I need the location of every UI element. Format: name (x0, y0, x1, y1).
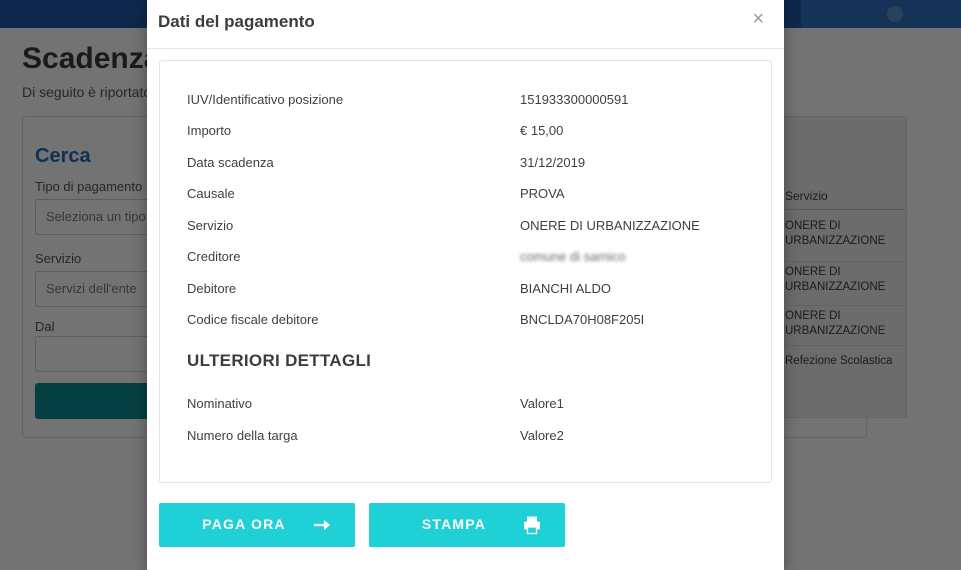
detail-row-debitore (187, 281, 747, 298)
payment-details-modal (147, 0, 784, 570)
section-heading-ulteriori-dettagli: ULTERIORI DETTAGLI (187, 351, 372, 370)
detail-label: Creditore (187, 249, 241, 264)
detail-label: Debitore (187, 281, 237, 296)
detail-label: Data scadenza (187, 155, 274, 170)
detail-label: Causale (187, 186, 235, 201)
modal-header (147, 0, 784, 49)
detail-label: Importo (187, 123, 232, 138)
modal-body (159, 60, 772, 483)
detail-row-causale (187, 186, 747, 203)
detail-value: Valore2 (520, 428, 564, 443)
detail-value: ONERE DI URBANIZZAZIONE (520, 218, 700, 233)
modal-title: Dati del pagamento (158, 12, 315, 31)
paga-ora-button[interactable] (159, 503, 355, 547)
detail-label: Servizio (187, 218, 234, 233)
detail-label: Nominativo (187, 396, 253, 411)
arrow-right-icon (311, 514, 333, 536)
detail-row-nominativo (187, 396, 747, 413)
detail-value: 31/12/2019 (520, 155, 586, 170)
detail-row-iuv (187, 92, 747, 109)
detail-value: € 15,00 (520, 123, 564, 138)
detail-row-data-scadenza (187, 155, 747, 172)
detail-row-numero-targa (187, 428, 747, 445)
detail-value: comune di sarnico (520, 249, 626, 264)
detail-value: Valore1 (520, 396, 564, 411)
detail-row-servizio (187, 218, 747, 235)
detail-value: 151933300000591 (520, 92, 629, 107)
detail-label: Codice fiscale debitore (187, 312, 319, 327)
detail-row-importo (187, 123, 747, 140)
stampa-button[interactable] (369, 503, 565, 547)
stampa-label: STAMPA (421, 516, 487, 532)
modal-footer (147, 503, 784, 570)
detail-value: PROVA (520, 186, 565, 201)
close-icon[interactable]: × (746, 8, 770, 30)
printer-icon (521, 514, 543, 536)
detail-row-creditore (187, 249, 747, 266)
detail-label: Numero della targa (187, 428, 298, 443)
detail-value: BNCLDA70H08F205I (520, 312, 645, 327)
detail-label: IUV/Identificativo posizione (187, 92, 344, 107)
paga-ora-label: PAGA ORA (202, 516, 286, 532)
detail-row-codice-fiscale (187, 312, 747, 329)
detail-value: BIANCHI ALDO (520, 281, 612, 296)
